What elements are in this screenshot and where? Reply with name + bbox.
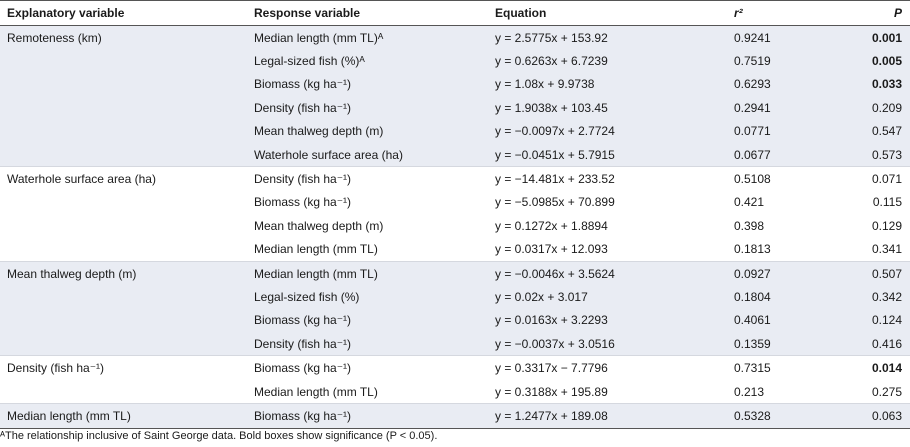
table-row: [0, 143, 910, 167]
response-cell: Density (fish ha⁻¹): [247, 96, 481, 119]
equation-cell: y = 1.9038x + 103.45: [481, 96, 705, 119]
response-cell: Biomass (kg ha⁻¹): [247, 73, 481, 96]
table-row: [0, 167, 910, 191]
r2-cell: 0.0771: [705, 120, 855, 143]
response-cell: Waterhole surface area (ha): [247, 143, 481, 167]
response-cell: Biomass (kg ha⁻¹): [247, 191, 481, 214]
p-value-cell: 0.033: [855, 73, 910, 96]
p-value-cell: 0.547: [855, 120, 910, 143]
explanatory-cell: [0, 120, 247, 143]
response-cell: Median length (mm TL): [247, 238, 481, 262]
p-value-cell: 0.071: [855, 167, 910, 191]
equation-cell: y = 1.2477x + 189.08: [481, 404, 705, 428]
r2-cell: 0.1813: [705, 238, 855, 262]
response-cell: Biomass (kg ha⁻¹): [247, 404, 481, 428]
explanatory-cell: [0, 332, 247, 356]
p-value-cell: 0.124: [855, 309, 910, 332]
response-cell: Biomass (kg ha⁻¹): [247, 309, 481, 332]
p-value-cell: 0.001: [855, 26, 910, 50]
explanatory-cell: [0, 143, 247, 167]
response-cell: Density (fish ha⁻¹): [247, 332, 481, 356]
p-value-cell: 0.416: [855, 332, 910, 356]
table-row: [0, 96, 910, 119]
table-body: [0, 26, 910, 429]
explanatory-cell: [0, 96, 247, 119]
equation-cell: y = 0.1272x + 1.8894: [481, 214, 705, 237]
table-row: [0, 191, 910, 214]
equation-cell: y = −0.0037x + 3.0516: [481, 332, 705, 356]
r2-cell: 0.6293: [705, 73, 855, 96]
r2-cell: 0.7315: [705, 356, 855, 380]
p-value-cell: 0.005: [855, 49, 910, 72]
explanatory-cell: [0, 309, 247, 332]
table-row: [0, 26, 910, 50]
response-cell: Median length (mm TL): [247, 261, 481, 285]
header-response: Response variable: [247, 1, 481, 26]
header-row: [0, 1, 910, 26]
p-value-cell: 0.341: [855, 238, 910, 262]
p-value-cell: 0.507: [855, 261, 910, 285]
p-value-cell: 0.014: [855, 356, 910, 380]
equation-cell: y = 2.5775x + 153.92: [481, 26, 705, 50]
explanatory-cell: Waterhole surface area (ha): [0, 167, 247, 191]
response-cell: Mean thalweg depth (m): [247, 120, 481, 143]
response-cell: Density (fish ha⁻¹): [247, 167, 481, 191]
response-cell: Biomass (kg ha⁻¹): [247, 356, 481, 380]
response-cell: Median length (mm TL): [247, 380, 481, 404]
explanatory-cell: Remoteness (km): [0, 26, 247, 50]
header-equation: Equation: [481, 1, 705, 26]
explanatory-cell: [0, 214, 247, 237]
equation-cell: y = 0.6263x + 6.7239: [481, 49, 705, 72]
p-value-cell: 0.129: [855, 214, 910, 237]
explanatory-cell: [0, 191, 247, 214]
equation-cell: y = 0.0317x + 12.093: [481, 238, 705, 262]
explanatory-cell: Median length (mm TL): [0, 404, 247, 428]
explanatory-cell: [0, 380, 247, 404]
r2-cell: 0.5108: [705, 167, 855, 191]
table-row: [0, 261, 910, 285]
r2-cell: 0.421: [705, 191, 855, 214]
header-r2: [705, 1, 855, 26]
response-cell: Legal-sized fish (%): [247, 285, 481, 308]
r2-cell: 0.7519: [705, 49, 855, 72]
r2-cell: 0.4061: [705, 309, 855, 332]
response-cell: Median length (mm TL)ᴬ: [247, 26, 481, 50]
table-footnote: ᴬThe relationship inclusive of Saint George data. Bold boxes show significance (P < 0.05).: [0, 430, 438, 442]
table-row: [0, 356, 910, 380]
p-value-cell: 0.209: [855, 96, 910, 119]
r2-cell: 0.0927: [705, 261, 855, 285]
table-row: [0, 332, 910, 356]
header-r2-label: r²: [734, 6, 743, 20]
table-row: [0, 120, 910, 143]
table-row: [0, 73, 910, 96]
r2-cell: 0.9241: [705, 26, 855, 50]
explanatory-cell: Density (fish ha⁻¹): [0, 356, 247, 380]
explanatory-cell: [0, 238, 247, 262]
r2-cell: 0.1359: [705, 332, 855, 356]
table-row: [0, 214, 910, 237]
explanatory-cell: Mean thalweg depth (m): [0, 261, 247, 285]
p-value-cell: 0.342: [855, 285, 910, 308]
r2-cell: 0.2941: [705, 96, 855, 119]
table-row: [0, 380, 910, 404]
equation-cell: y = 0.3317x − 7.7796: [481, 356, 705, 380]
response-cell: Legal-sized fish (%)ᴬ: [247, 49, 481, 72]
equation-cell: y = 0.0163x + 3.2293: [481, 309, 705, 332]
r2-cell: 0.5328: [705, 404, 855, 428]
r2-cell: 0.1804: [705, 285, 855, 308]
r2-cell: 0.398: [705, 214, 855, 237]
table-row: [0, 404, 910, 428]
header-p-label: P: [893, 6, 902, 20]
table-row: [0, 49, 910, 72]
explanatory-cell: [0, 285, 247, 308]
p-value-cell: 0.063: [855, 404, 910, 428]
table-row: [0, 309, 910, 332]
explanatory-cell: [0, 73, 247, 96]
table-row: [0, 285, 910, 308]
equation-cell: y = 0.3188x + 195.89: [481, 380, 705, 404]
explanatory-cell: [0, 49, 247, 72]
p-value-cell: 0.115: [855, 191, 910, 214]
header-p: [855, 1, 910, 26]
r2-cell: 0.0677: [705, 143, 855, 167]
equation-cell: y = −0.0451x + 5.7915: [481, 143, 705, 167]
p-value-cell: 0.573: [855, 143, 910, 167]
response-cell: Mean thalweg depth (m): [247, 214, 481, 237]
equation-cell: y = −0.0046x + 3.5624: [481, 261, 705, 285]
r2-cell: 0.213: [705, 380, 855, 404]
equation-cell: y = −5.0985x + 70.899: [481, 191, 705, 214]
equation-cell: y = −14.481x + 233.52: [481, 167, 705, 191]
equation-cell: y = 0.02x + 3.017: [481, 285, 705, 308]
header-explanatory: Explanatory variable: [0, 1, 247, 26]
equation-cell: y = −0.0097x + 2.7724: [481, 120, 705, 143]
equation-cell: y = 1.08x + 9.9738: [481, 73, 705, 96]
p-value-cell: 0.275: [855, 380, 910, 404]
table-row: [0, 238, 910, 262]
